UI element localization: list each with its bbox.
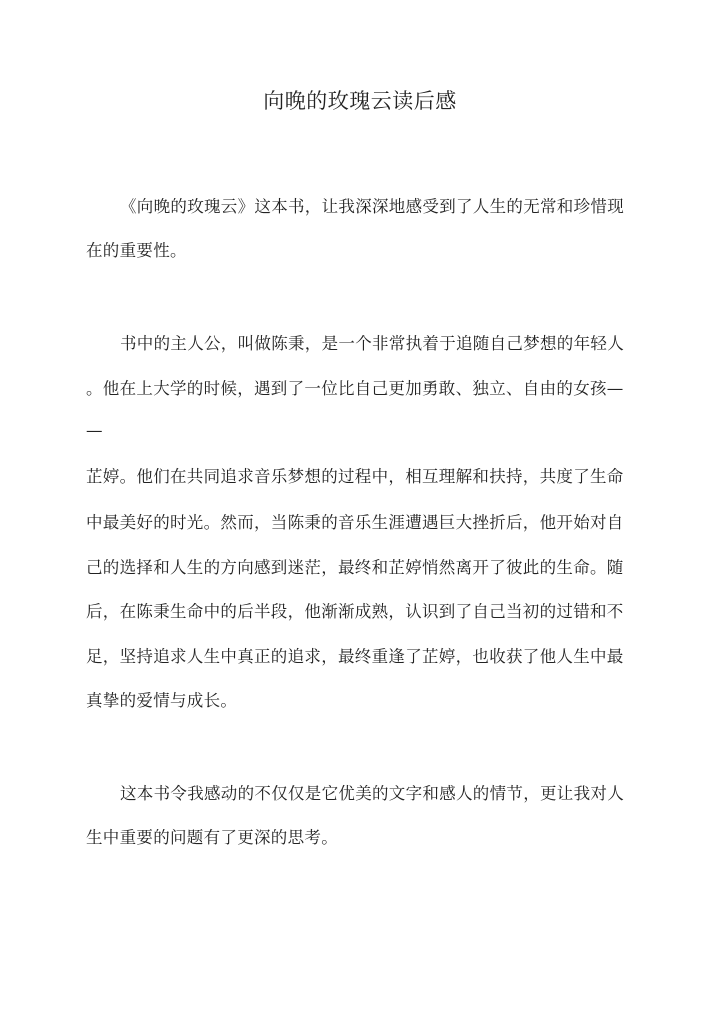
paragraph-line: 书中的主人公，叫做陈秉，是一个非常执着于追随自己梦想的年轻人 xyxy=(120,334,624,353)
paragraph-line: — xyxy=(86,421,103,440)
paragraph-line: 真挚的爱情与成长。 xyxy=(86,691,238,710)
paragraph-line: 这本书令我感动的不仅仅是它优美的文字和感人的情节，更让我对人 xyxy=(120,784,624,803)
paragraph-line: 己的选择和人生的方向感到迷茫，最终和芷婷悄然离开了彼此的生命。随 xyxy=(86,558,624,577)
paragraph-line: 《向晚的玫瑰云》这本书，让我深深地感受到了人生的无常和珍惜现 xyxy=(120,197,624,216)
paragraph-line: 。他在上大学的时候，遇到了一位比自己更加勇敢、独立、自由的女孩— xyxy=(86,379,624,398)
document-title: 向晚的玫瑰云读后感 xyxy=(263,89,457,113)
paragraph-line: 中最美好的时光。然而，当陈秉的音乐生涯遭遇巨大挫折后，他开始对自 xyxy=(86,513,624,532)
paragraph-line: 芷婷。他们在共同追求音乐梦想的过程中，相互理解和扶持，共度了生命 xyxy=(86,467,624,486)
paragraph-line: 足，坚持追求人生中真正的追求，最终重逢了芷婷，也收获了他人生中最 xyxy=(86,647,624,666)
paragraph-line: 生中重要的问题有了更深的思考。 xyxy=(86,828,338,847)
paragraph-line: 后，在陈秉生命中的后半段，他渐渐成熟，认识到了自己当初的过错和不 xyxy=(86,602,624,621)
paragraph-line: 在的重要性。 xyxy=(86,241,187,260)
